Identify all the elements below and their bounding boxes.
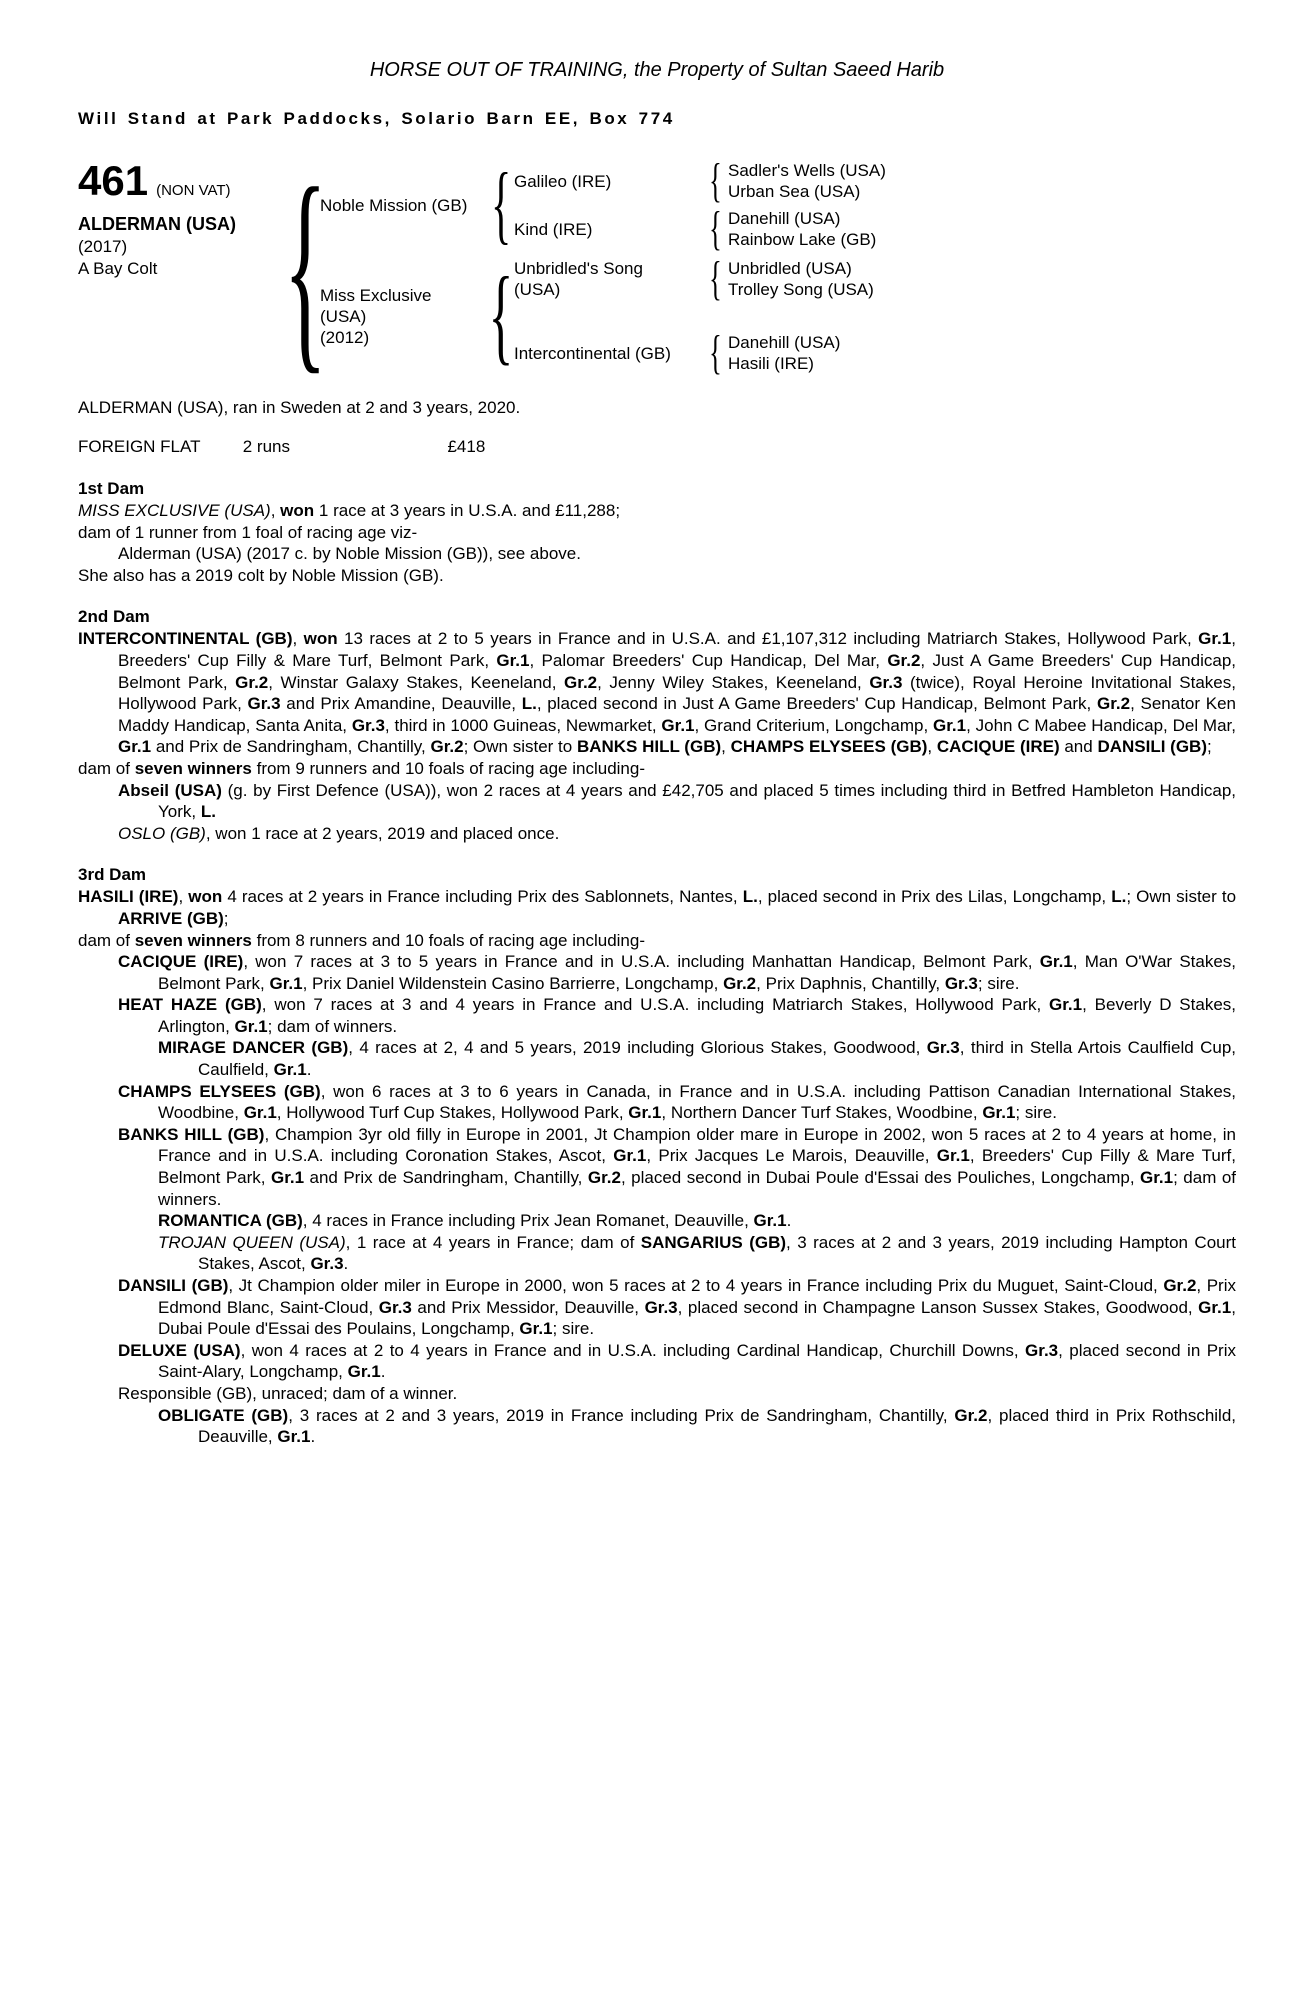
pedigree-paragraph: Alderman (USA) (2017 c. by Noble Mission (GB)), see above. — [118, 544, 581, 564]
pedigree-sire-dam: Kind (IRE) — [514, 219, 593, 239]
pedigree-paragraph: TROJAN QUEEN (USA), 1 race at 4 years in France; dam of SANGARIUS (GB), 3 races at 2 and 3 years, 2019 including Hampton Court Stakes, Ascot, Gr.3. — [158, 1232, 1237, 1274]
pedigree-tree — [283, 141, 1236, 392]
page-title: HORSE OUT OF TRAINING, the Property of Sultan Saeed Harib — [369, 59, 945, 81]
foal-year: (2017) — [78, 237, 128, 256]
vat-note: (NON VAT) — [156, 182, 231, 199]
pedigree-paragraph: OSLO (GB), won 1 race at 2 years, 2019 and placed once. — [118, 823, 560, 843]
pedigree-ancestor: Hasili (IRE) — [728, 354, 814, 373]
pedigree-brace-icon: { — [709, 325, 723, 379]
pedigree-brace-icon: { — [283, 141, 327, 392]
pedigree-paragraph: DELUXE (USA), won 4 races at 2 to 4 years in France and in U.S.A. including Cardinal Handicap, Churchill Downs, Gr.3, placed second in Prix Saint-Alary, Longchamp, Gr.1. — [118, 1340, 1236, 1382]
pedigree-paragraph: Responsible (GB), unraced; dam of a winner. — [118, 1383, 458, 1403]
pedigree-paragraph: ROMANTICA (GB), 4 races in France including Prix Jean Romanet, Deauville, Gr.1. — [158, 1211, 792, 1231]
pedigree-brace-icon: { — [709, 251, 723, 305]
horse-name: ALDERMAN (USA) — [78, 214, 236, 234]
pedigree-ancestor: Rainbow Lake (GB) — [728, 230, 877, 249]
section-heading: 1st Dam — [78, 479, 145, 498]
section-heading: 3rd Dam — [78, 865, 147, 885]
pedigree-paragraph: dam of 1 runner from 1 foal of racing age viz- — [78, 522, 418, 542]
pedigree-ancestor: Danehill (USA) — [728, 209, 841, 228]
pedigree-dam-family — [320, 251, 1236, 379]
pedigree-paragraph: HASILI (IRE), won 4 races at 2 years in France including Prix des Sablonnets, Nantes, L., placed second in Prix des Lilas, Longchamp, L.; Own sister to ARRIVE (GB); — [78, 887, 1237, 928]
pedigree-sire-family — [320, 153, 1236, 255]
lot-block — [78, 141, 1236, 392]
pedigree-ancestor: Unbridled (USA) — [728, 259, 852, 278]
pedigree-ancestor: Trolley Song (USA) — [728, 280, 874, 299]
pedigree-brace-icon: { — [709, 201, 723, 255]
pedigree-brace-icon: { — [490, 156, 512, 254]
race-summary: ALDERMAN (USA), ran in Sweden at 2 and 3 years, 2020. — [78, 398, 521, 417]
lot-number-row — [78, 157, 290, 204]
pedigree-paragraph: BANKS HILL (GB), Champion 3yr old filly in Europe in 2001, Jt Champion older mare in Europe in 2002, won 5 races at 2 to 4 years at home, in France and in U.S.A. including Coronation Stakes, Ascot, Gr.1, Prix Jacques Le Marois, Deauville, Gr.1, Breeders' Cup Filly & Mare Turf, Belmont Park, Gr.1 and Prix de Sandringham, Chantilly, Gr.2, placed second in Dubai Poule d'Essai des Pouliches, Longchamp, Gr.1; dam of winners. — [118, 1124, 1236, 1209]
pedigree-paragraph: MIRAGE DANCER (GB), 4 races at 2, 4 and 5 years, 2019 including Glorious Stakes, Goodwood, Gr.3, third in Stella Artois Caulfield Cup, Caulfield, Gr.1. — [158, 1038, 1236, 1080]
pedigree-paragraph: CHAMPS ELYSEES (GB), won 6 races at 3 to 6 years in Canada, in France and in U.S.A. including Pattison Canadian International Stakes, Woodbine, Gr.1, Hollywood Turf Cup Stakes, Hollywood Park, Gr.1, Northern Dancer Turf Stakes, Woodbine, Gr.1; sire. — [118, 1081, 1237, 1123]
stand-location: Will Stand at Park Paddocks, Solario Barn EE, Box 774 — [78, 109, 675, 128]
pedigree-sire: Noble Mission (GB) — [320, 195, 468, 215]
pedigree-dam: Miss Exclusive (USA) (2012) — [320, 285, 432, 347]
race-type: FOREIGN FLAT — [78, 437, 201, 456]
pedigree-dam-sire: Unbridled's Song (USA) — [514, 259, 643, 299]
pedigree-ancestor: Urban Sea (USA) — [728, 182, 861, 201]
pedigree-paragraph: DANSILI (GB), Jt Champion older miler in Europe in 2000, won 5 races at 2 to 4 years in France including Prix du Muguet, Saint-Cloud, Gr.2, Prix Edmond Blanc, Saint-Cloud, Gr.3 and Prix Messidor, Deauville, Gr.3, placed second in Champagne Lanson Sussex Stakes, Goodwood, Gr.1, Dubai Poule d'Essai des Poulains, Longchamp, Gr.1; sire. — [118, 1276, 1236, 1339]
pedigree-families — [320, 153, 1236, 379]
pedigree-paragraph: MISS EXCLUSIVE (USA), won 1 race at 3 years in U.S.A. and £11,288; — [78, 501, 621, 520]
pedigree-sire-sire: Galileo (IRE) — [514, 171, 612, 191]
lot-number: 461 — [78, 157, 149, 204]
pedigree-paragraph: OBLIGATE (GB), 3 races at 2 and 3 years, 2019 in France including Prix de Sandringham, Chantilly, Gr.2, placed third in Prix Rothschild, Deauville, Gr.1. — [158, 1405, 1236, 1447]
pedigree-ancestor: Sadler's Wells (USA) — [728, 161, 886, 180]
pedigree-ancestor: Danehill (USA) — [728, 333, 841, 352]
pedigree-text — [78, 478, 1236, 1448]
runs-count: 2 runs — [242, 437, 290, 456]
pedigree-paragraph: dam of seven winners from 8 runners and 10 foals of racing age including- — [78, 930, 645, 950]
pedigree-brace-icon: { — [709, 153, 723, 207]
lot-info — [78, 159, 290, 375]
pedigree-paragraph: CACIQUE (IRE), won 7 races at 3 to 5 years in France and in U.S.A. including Manhattan Handicap, Belmont Park, Gr.1, Man O'War Stakes, Belmont Park, Gr.1, Prix Daniel Wildenstein Casino Barrierre, Longchamp, Gr.2, Prix Daphnis, Chantilly, Gr.3; sire. — [118, 952, 1237, 993]
pedigree-paragraph: Abseil (USA) (g. by First Defence (USA)), won 2 races at 4 years and £42,705 and placed 5 times including third in Betfred Hambleton Handicap, York, L. — [118, 780, 1236, 822]
colour-sex: A Bay Colt — [78, 259, 158, 278]
pedigree-brace-icon: { — [488, 256, 514, 376]
pedigree-paragraph: HEAT HAZE (GB), won 7 races at 3 and 4 years in France and U.S.A. including Matriarch Stakes, Hollywood Park, Gr.1, Beverly D Stakes, Arlington, Gr.1; dam of winners. — [118, 995, 1236, 1036]
earnings: £418 — [447, 437, 486, 456]
section-heading: 2nd Dam — [78, 607, 150, 627]
pedigree-dam-dam: Intercontinental (GB) — [514, 343, 671, 363]
pedigree-paragraph: She also has a 2019 colt by Noble Mission (GB). — [78, 565, 444, 585]
race-record — [78, 436, 1236, 458]
pedigree-paragraph: INTERCONTINENTAL (GB), won 13 races at 2 to 5 years in France and in U.S.A. and £1,107,312 including Matriarch Stakes, Hollywood Park, Gr.1, Breeders' Cup Filly & Mare Turf, Belmont Park, Gr.1, Palomar Breeders' Cup Handicap, Del Mar, Gr.2, Just A Game Breeders' Cup Handicap, Belmont Park, Gr.2, Winstar Galaxy Stakes, Keeneland, Gr.2, Jenny Wiley Stakes, Keeneland, Gr.3 (twice), Royal Heroine Invitational Stakes, Hollywood Park, Gr.3 and Prix Amandine, Deauville, L., placed second in Just A Game Breeders' Cup Handicap, Belmont Park, Gr.2, Senator Ken Maddy Handicap, Santa Anita, Gr.3, third in 1000 Guineas, Newmarket, Gr.1, Grand Criterium, Longchamp, Gr.1, John C Mabee Handicap, Del Mar, Gr.1 and Prix de Sandringham, Chantilly, Gr.2; Own sister to BANKS HILL (GB), CHAMPS ELYSEES (GB), CACIQUE (IRE) and DANSILI (GB); — [78, 629, 1237, 757]
pedigree-paragraph: dam of seven winners from 9 runners and 10 foals of racing age including- — [78, 758, 645, 778]
